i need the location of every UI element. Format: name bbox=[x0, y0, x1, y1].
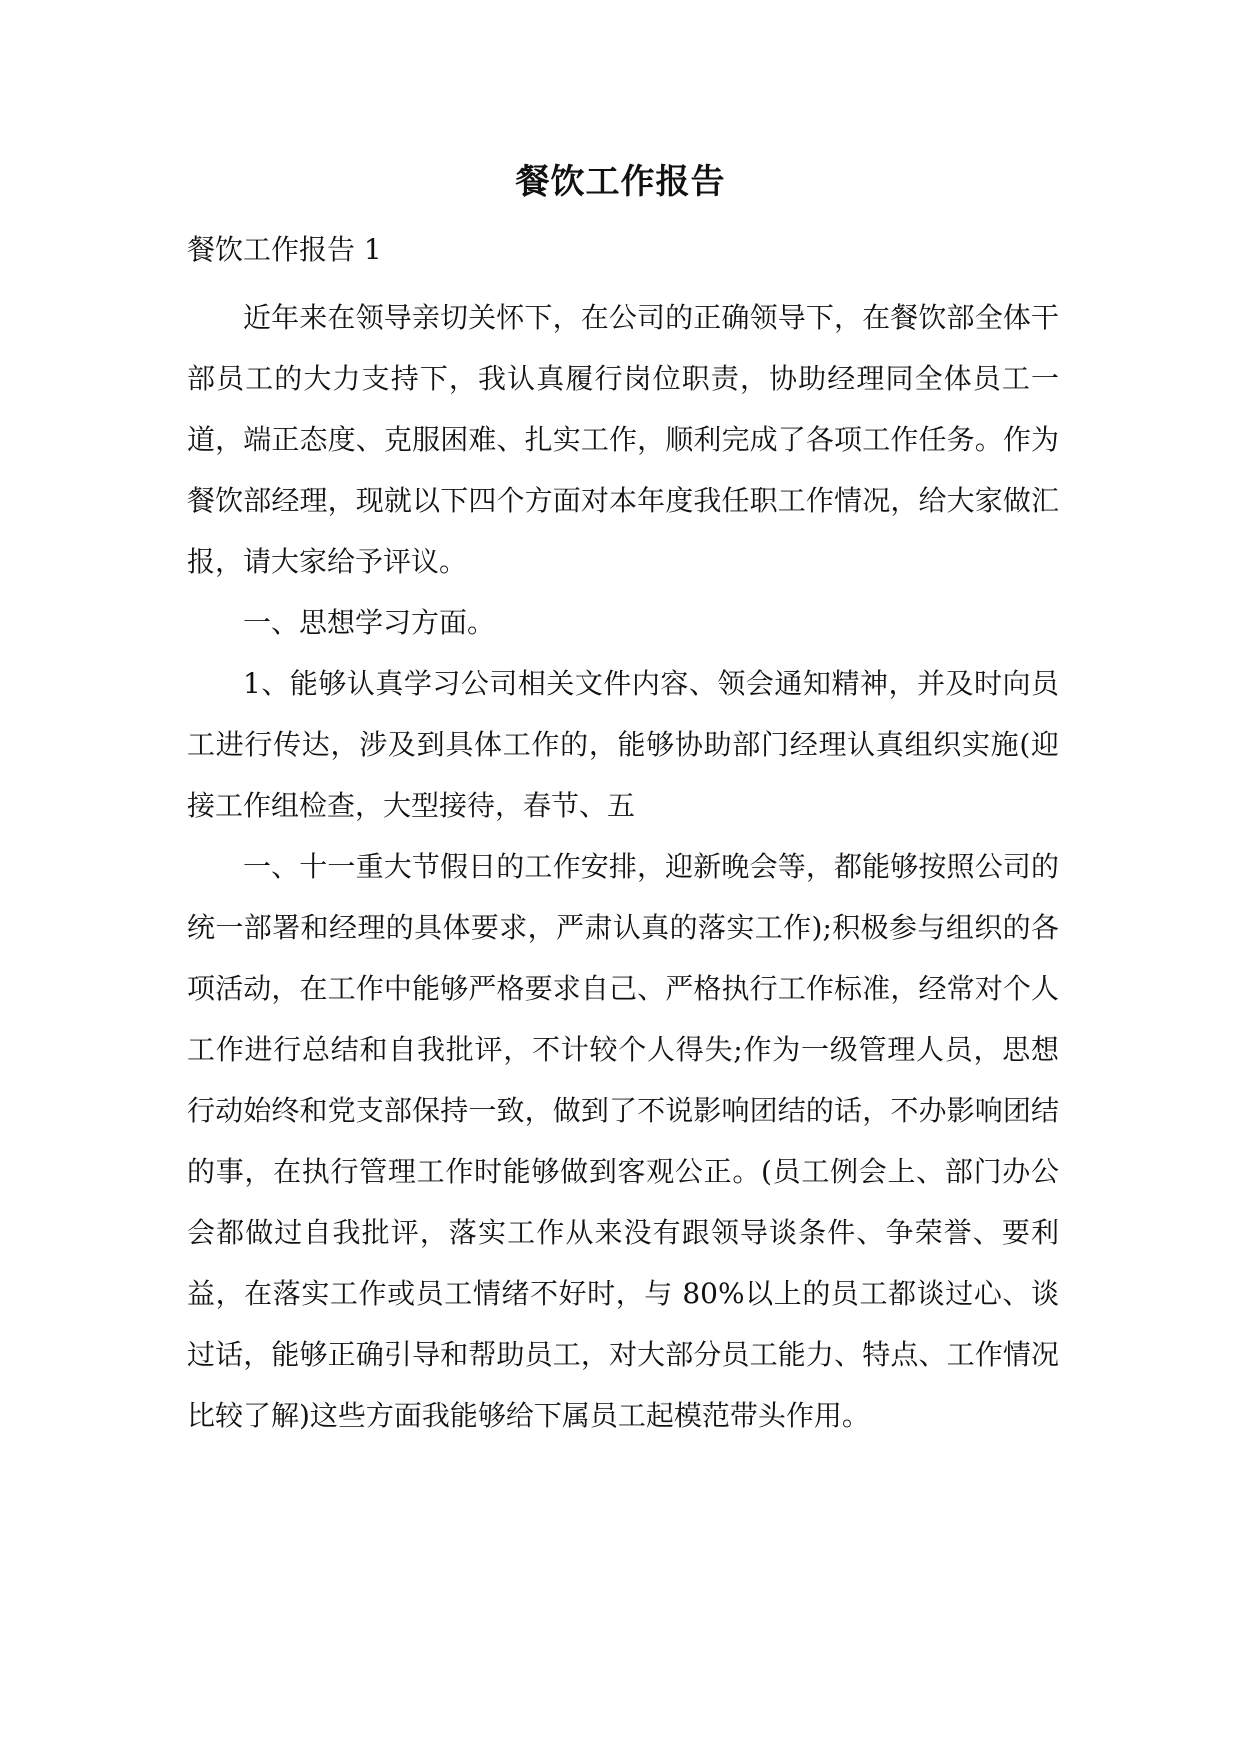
paragraph-intro: 近年来在领导亲切关怀下，在公司的正确领导下，在餐饮部全体干部员工的大力支持下，我认真履行岗位职责，协助经理同全体员工一道，端正态度、克服困难、扎实工作，顺利完成了各项工作任务。作为餐饮部经理，现就以下四个方面对本年度我任职工作情况，给大家做汇报，请大家给予评议。 bbox=[187, 301, 1059, 578]
document-title: 餐饮工作报告 bbox=[515, 162, 726, 202]
report-subtitle: 餐饮工作报告 1 bbox=[187, 233, 382, 266]
report-body bbox=[187, 287, 1059, 1446]
paragraph-item-1: 1、能够认真学习公司相关文件内容、领会通知精神，并及时向员工进行传达，涉及到具体工作的，能够协助部门经理认真组织实施(迎接工作组检查，大型接待，春节、五 bbox=[187, 667, 1059, 822]
paragraph-section-heading: 一、思想学习方面。 bbox=[243, 606, 496, 639]
paragraph-item-1-continued: 一、十一重大节假日的工作安排，迎新晚会等，都能够按照公司的统一部署和经理的具体要求，严肃认真的落实工作);积极参与组织的各项活动，在工作中能够严格要求自己、严格执行工作标准，经常对个人工作进行总结和自我批评，不计较个人得失;作为一级管理人员，思想行动始终和党支部保持一致，做到了不说影响团结的话，不办影响团结的事，在执行管理工作时能够做到客观公正。(员工例会上、部门办公会都做过自我批评，落实工作从来没有跟领导谈条件、争荣誉、要利益，在落实工作或员工情绪不好时，与 80%以上的员工都谈过心、谈过话，能够正确引导和帮助员工，对大部分员工能力、特点、工作情况比较了解)这些方面我能够给下属员工起模范带头作用。 bbox=[187, 850, 1059, 1432]
